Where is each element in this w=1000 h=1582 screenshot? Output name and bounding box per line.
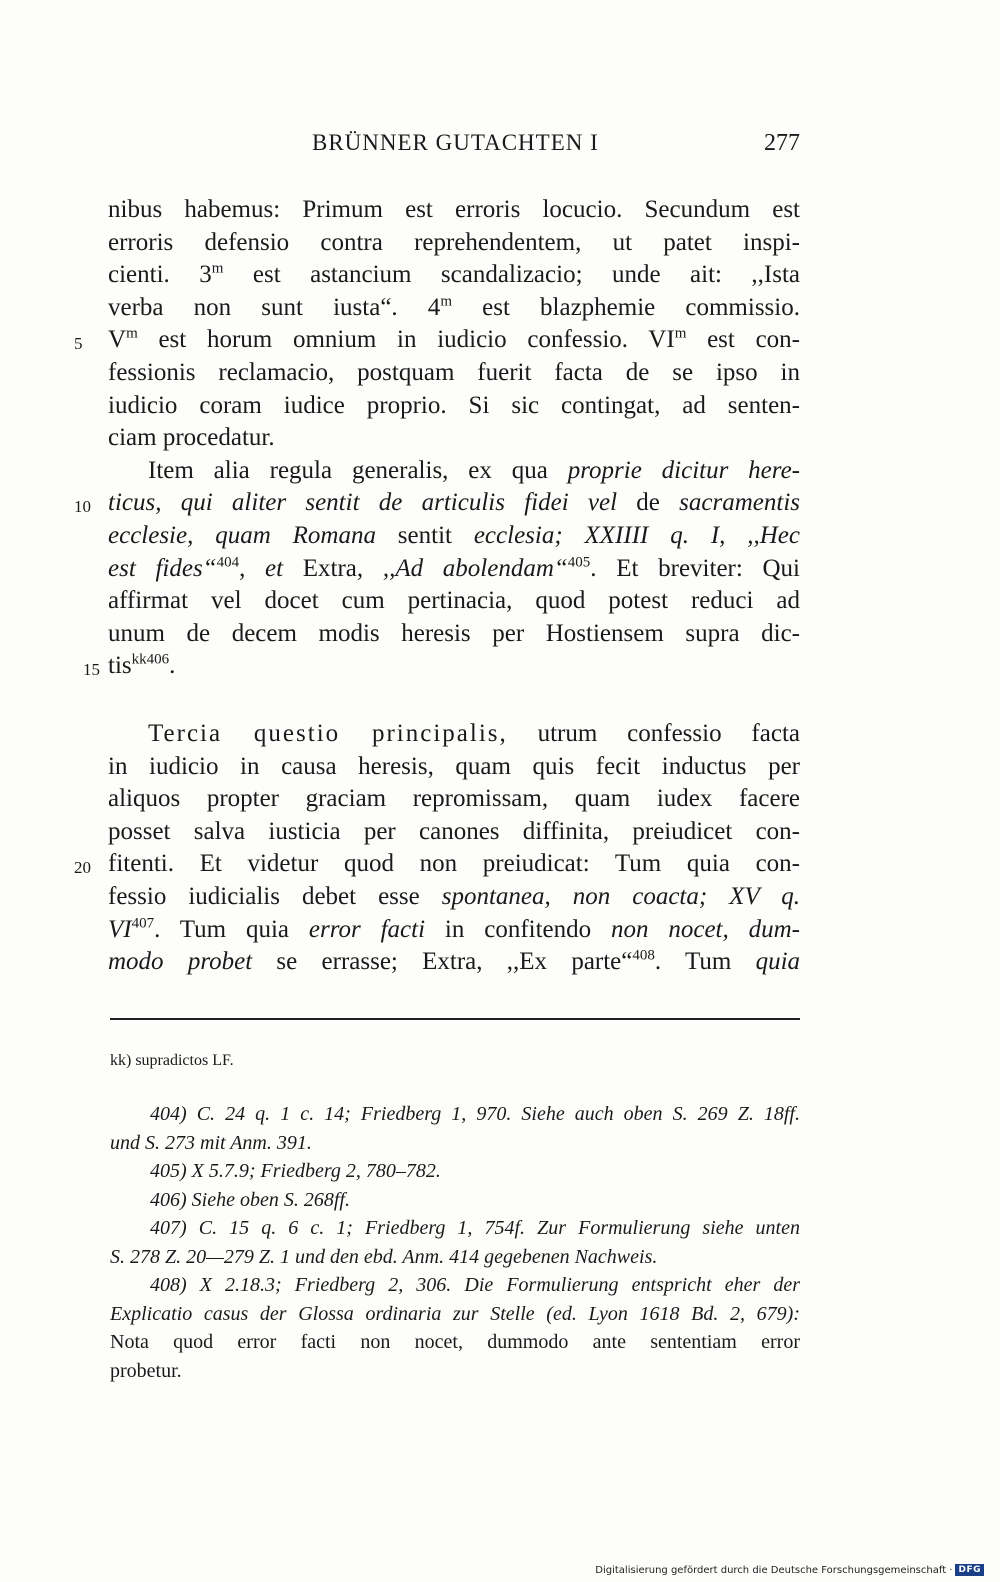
- footnotes: [110, 1100, 800, 1385]
- text-line: iudicio coram iudice proprio. Si sic contingat, ad senten-: [108, 391, 800, 419]
- credit-text: Digitalisierung gefördert durch die Deutsche Forschungsgemeinschaft ·: [595, 1564, 953, 1576]
- text-line: in iudicio in causa heresis, quam quis fecit inductus per: [108, 752, 800, 780]
- text-line: fessionis reclamacio, postquam fuerit facta de se ipso in: [108, 358, 800, 386]
- text-line: unum de decem modis heresis per Hostiensem supra dic-: [108, 619, 800, 647]
- text-line: posset salva iusticia per canones diffinita, preiudicet con-: [108, 817, 800, 845]
- dfg-logo: DFG: [955, 1564, 984, 1576]
- footnote-407: 407) C. 15 q. 6 c. 1; Friedberg 1, 754f. Zur Formulierung siehe unten S. 278 Z. 20—279 Z. 1 und den ebd. Anm. 414 gegebenen Nachweis.: [110, 1217, 800, 1268]
- text-line: erroris defensio contra reprehendentem, ut patet inspi-: [108, 228, 800, 256]
- running-title: BRÜNNER GUTACHTEN I: [312, 130, 599, 155]
- text-line: modo probet se errasse; Extra, ,,Ex parte“$^{408}$. Tum quia: [108, 947, 801, 976]
- text-line: fessio iudicialis debet esse spontanea, non coacta; XV q.: [108, 882, 800, 910]
- text-line: 5 $V^m$ est horum omnium in iudicio confessio. $VI^m$ est con-: [108, 324, 800, 357]
- text-line: ecclesie, quam Romana sentit ecclesia; XXIIII q. I, ,,Hec: [108, 521, 800, 549]
- main-text: [74, 194, 801, 683]
- line-number: 20: [74, 858, 91, 878]
- text-line: Item alia regula generalis, ex qua proprie dicitur here-: [148, 456, 800, 484]
- text-line: nibus habemus: Primum est erroris locucio. Secundum est: [108, 196, 800, 223]
- text-line: Tercia questio principalis, utrum confessio facta: [148, 720, 800, 747]
- line-number: 15: [83, 660, 100, 680]
- text-line: est fides“$^{404}$, et Extra, ,,Ad abolendam“$^{405}$. Et breviter: Qui: [108, 554, 800, 582]
- main-text-section-3: [74, 718, 801, 979]
- text-line: ciam procedatur.: [108, 424, 275, 452]
- footnote-divider: [110, 1018, 800, 1020]
- text-line: affirmat vel docet cum pertinacia, quod potest reduci ad: [108, 587, 800, 615]
- page-number: 277: [764, 130, 800, 156]
- footnote-406: 406) Siehe oben S. 268ff.: [150, 1188, 350, 1211]
- text-line: cienti. 3$^m$ est astancium scandalizacio; unde ait: ,,Ista: [108, 260, 801, 289]
- page-header: [108, 130, 800, 166]
- text-line: 20 fitenti. Et videtur quod non preiudicat: Tum quia con-: [108, 848, 800, 881]
- text-line: 15 tis$^{kk406}$.: [108, 650, 800, 683]
- line-number: 10: [74, 497, 91, 517]
- text-line: VI$^{407}$. Tum quia error facti in confitendo non nocet, dum-: [108, 915, 800, 943]
- footnote-408: 408) X 2.18.3; Friedberg 2, 306. Die Formulierung entspricht eher der Explicatio casus der Glossa ordinaria zur Stelle (ed. Lyon 1618 Bd. 2, 679): Nota quod error facti non nocet, dummodo ante sententiam error probetur.: [110, 1274, 800, 1382]
- apparatus-note: kk) supradictos LF.: [110, 1052, 234, 1069]
- footnote-405: 405) X 5.7.9; Friedberg 2, 780–782.: [150, 1160, 441, 1182]
- footnote-404: 404) C. 24 q. 1 c. 14; Friedberg 1, 970. Siehe auch oben S. 269 Z. 18ff. und S. 273 mit Anm. 391.: [110, 1103, 800, 1154]
- text-line: verba non sunt iusta“. 4$^m$ est blazphemie commissio.: [108, 293, 800, 321]
- line-number: 5: [74, 334, 83, 354]
- text-line: aliquos propter graciam repromissam, quam iudex facere: [108, 785, 800, 813]
- dfg-credit: [595, 1564, 984, 1576]
- text-line: 10 ticus, qui aliter sentit de articulis fidei vel de sacramentis: [108, 487, 800, 520]
